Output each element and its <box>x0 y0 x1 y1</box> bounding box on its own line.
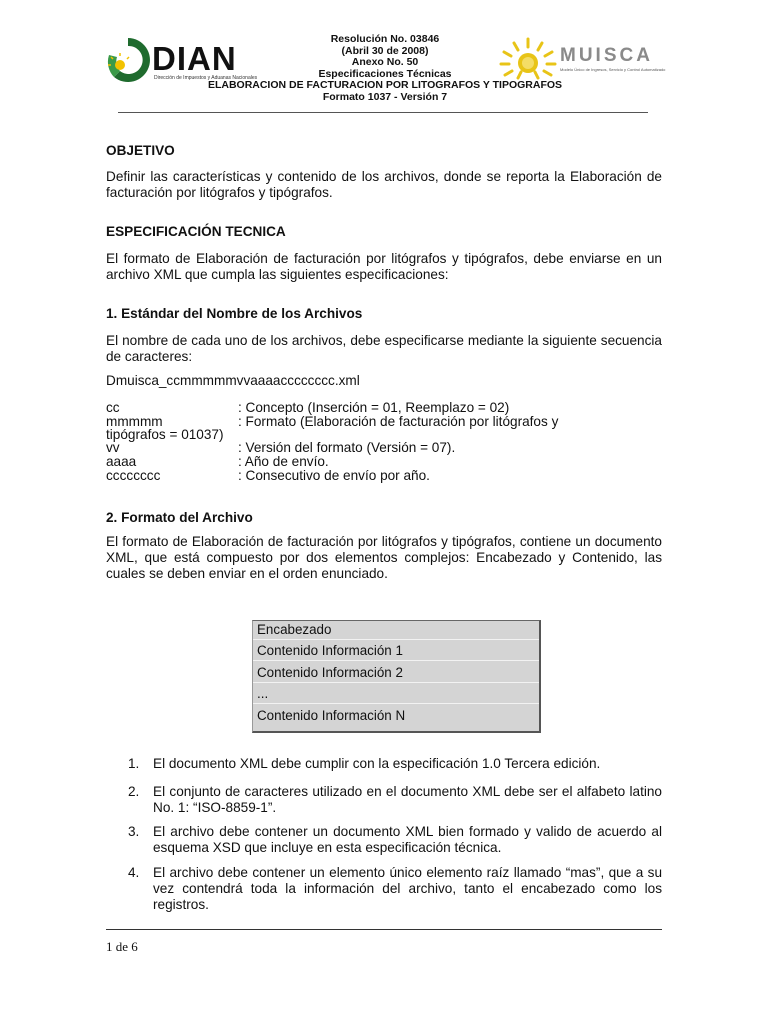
page-number: 1 de 6 <box>106 939 138 954</box>
dian-logo-subtitle: Dirección de Impuestos y Aduanas Nacionales <box>154 75 258 81</box>
list-number: 2. <box>128 784 140 799</box>
list-text: El conjunto de caracteres utilizado en el documento XML debe ser el alfabeto latino No. 1: “ISO-8859-1”. <box>153 784 662 815</box>
dian-logo-text: DIAN <box>152 40 237 77</box>
definition-value: : Concepto (Inserción = 01, Reemplazo = 02) <box>238 400 510 415</box>
resolution-number: Resolución No. 03846 <box>330 33 440 45</box>
definition-key: aaaa <box>106 454 137 469</box>
definition-key: tipógrafos = 01037) <box>106 427 224 442</box>
table-row: Contenido Información N <box>257 708 406 723</box>
section2-heading: 2. Formato del Archivo <box>106 510 253 525</box>
muisca-logo-subtitle: Modelo Único de Ingresos, Servicio y Control Automatizado <box>560 67 666 72</box>
table-row: Encabezado <box>253 619 539 640</box>
especificacion-text: El formato de Elaboración de facturación por litógrafos y tipógrafos, debe enviarse en un archivo XML que cumpla las siguientes especificaciones: <box>106 251 662 282</box>
list-number: 4. <box>128 865 140 880</box>
filename-pattern: Dmuisca_ccmmmmmvvaaaacccccccc.xml <box>106 373 360 388</box>
list-text: El archivo debe contener un elemento único elemento raíz llamado “mas”, que a su vez contendrá toda la información del archivo, tanto el encabezado como los registros. <box>153 865 662 912</box>
objetivo-text: Definir las características y contenido de los archivos, donde se reporta la Elaboración de facturación por litógrafos y tipógrafos. <box>106 169 662 200</box>
muisca-logo-text: MUISCA <box>560 45 653 66</box>
annex-number: Anexo No. 50 <box>351 56 419 69</box>
definition-value: : Formato (Elaboración de facturación por litógrafos y <box>238 414 559 429</box>
list-number: 1. <box>128 756 140 771</box>
definition-key: cccccccc <box>106 468 161 483</box>
section1-text: El nombre de cada uno de los archivos, debe especificarse mediante la siguiente secuencia de caracteres: <box>106 333 662 364</box>
section2-text: El formato de Elaboración de facturación por litógrafos y tipógrafos, contiene un documento XML, que está compuesto por dos elementos complejos: Encabezado y Contenido, las cuales se deben enviar en el orden enunciado. <box>106 534 662 581</box>
document-title: ELABORACION DE FACTURACION POR LITOGRAFOS Y TIPOGRAFOS <box>207 79 563 92</box>
format-version: Formato 1037 - Versión 7 <box>322 90 448 103</box>
definition-key: mmmmm <box>106 414 163 429</box>
definition-value: : Año de envío. <box>238 454 329 469</box>
table-row: ... <box>253 683 539 704</box>
table-row: Contenido Información 1 <box>253 640 539 661</box>
especificacion-heading: ESPECIFICACIÓN TECNICA <box>106 224 286 239</box>
list-text: El documento XML debe cumplir con la especificación 1.0 Tercera edición. <box>153 756 601 771</box>
resolution-date: (Abril 30 de 2008) <box>341 44 429 57</box>
xml-structure-table <box>252 620 541 733</box>
list-text: El archivo debe contener un documento XML bien formado y valido de acuerdo al esquema XSD que incluye en esta especificación técnica. <box>153 824 662 855</box>
sun-icon <box>498 35 558 80</box>
definition-key: cc <box>106 400 120 415</box>
footer-divider <box>106 929 662 930</box>
definition-value: : Consecutivo de envío por año. <box>238 468 430 483</box>
section1-heading: 1. Estándar del Nombre de los Archivos <box>106 306 363 321</box>
definition-value: : Versión del formato (Versión = 07). <box>238 440 456 455</box>
spec-label: Especificaciones Técnicas <box>318 67 452 80</box>
header-divider <box>118 112 648 113</box>
definition-key: vv <box>106 440 120 455</box>
muisca-logo <box>498 35 668 80</box>
objetivo-heading: OBJETIVO <box>106 143 175 158</box>
list-number: 3. <box>128 824 140 839</box>
table-row: Contenido Información 2 <box>253 662 539 683</box>
